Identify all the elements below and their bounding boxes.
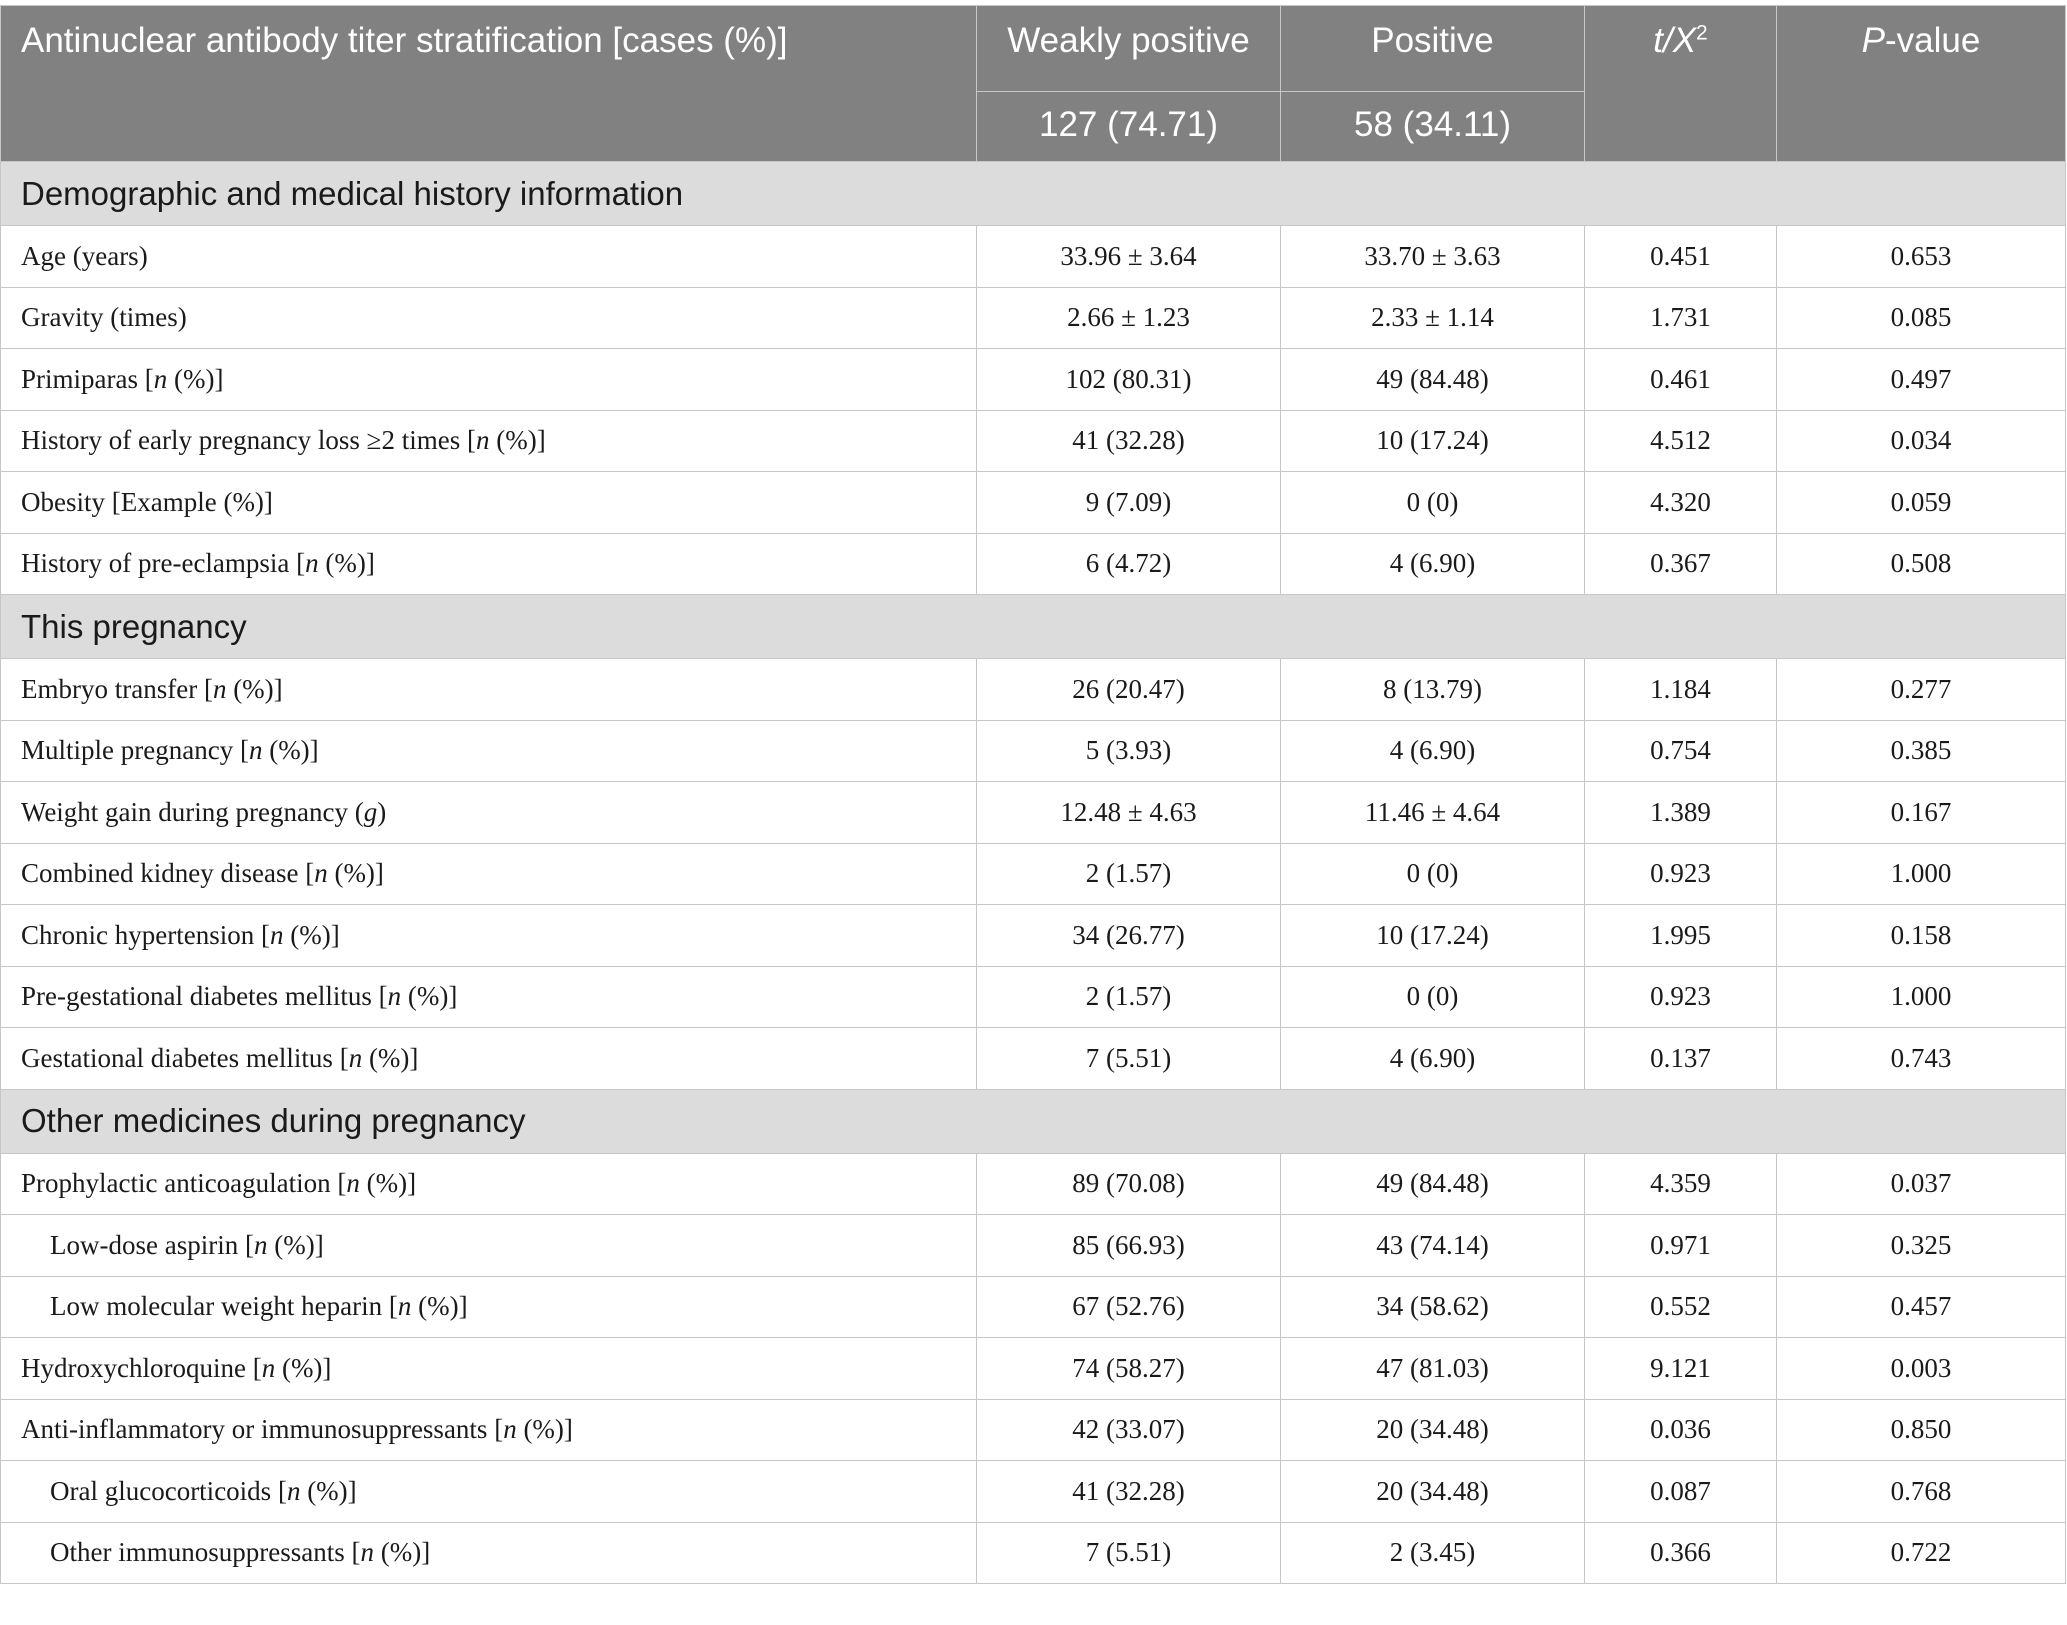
row-label: Multiple pregnancy [n (%)] <box>1 720 977 782</box>
cell-positive: 0 (0) <box>1281 843 1585 905</box>
header-p-value <box>1777 6 2066 162</box>
header-stratification: Antinuclear antibody titer stratification [cases (%)] <box>1 6 977 162</box>
row-label: Anti-inflammatory or immunosuppressants [n (%)] <box>1 1399 977 1461</box>
cell-positive: 20 (34.48) <box>1281 1461 1585 1523</box>
cell-weakly-positive: 26 (20.47) <box>977 659 1281 721</box>
cell-test-statistic: 9.121 <box>1585 1338 1777 1400</box>
table-row <box>1 782 2066 844</box>
cell-weakly-positive: 12.48 ± 4.63 <box>977 782 1281 844</box>
table-row <box>1 1028 2066 1090</box>
cell-positive: 34 (58.62) <box>1281 1276 1585 1338</box>
table-row <box>1 1399 2066 1461</box>
cell-weakly-positive: 33.96 ± 3.64 <box>977 226 1281 288</box>
table-row <box>1 1338 2066 1400</box>
cell-p-value: 0.325 <box>1777 1215 2066 1277</box>
cell-weakly-positive: 9 (7.09) <box>977 472 1281 534</box>
header-positive-count: 58 (34.11) <box>1281 92 1585 162</box>
row-label: History of early pregnancy loss ≥2 times [n (%)] <box>1 410 977 472</box>
cell-positive: 33.70 ± 3.63 <box>1281 226 1585 288</box>
table-header <box>1 6 2066 162</box>
table-row <box>1 843 2066 905</box>
table-row <box>1 1153 2066 1215</box>
cell-positive: 2 (3.45) <box>1281 1522 1585 1584</box>
cell-weakly-positive: 7 (5.51) <box>977 1522 1281 1584</box>
italic-symbol: n <box>286 1475 301 1506</box>
cell-weakly-positive: 74 (58.27) <box>977 1338 1281 1400</box>
row-label: Age (years) <box>1 226 977 288</box>
cell-positive: 10 (17.24) <box>1281 410 1585 472</box>
italic-symbol: n <box>253 1229 268 1260</box>
table-row <box>1 226 2066 288</box>
cell-weakly-positive: 2 (1.57) <box>977 843 1281 905</box>
table-row <box>1 720 2066 782</box>
cell-weakly-positive: 2 (1.57) <box>977 966 1281 1028</box>
italic-symbol: n <box>153 363 168 394</box>
italic-symbol: n <box>503 1414 517 1445</box>
cell-test-statistic: 0.087 <box>1585 1461 1777 1523</box>
italic-symbol: n <box>261 1352 276 1383</box>
header-p-italic: P <box>1861 21 1886 60</box>
cell-weakly-positive: 102 (80.31) <box>977 349 1281 411</box>
row-label: Gestational diabetes mellitus [n (%)] <box>1 1028 977 1090</box>
cell-p-value: 1.000 <box>1777 966 2066 1028</box>
row-label: Obesity [Example (%)] <box>1 472 977 534</box>
cell-weakly-positive: 34 (26.77) <box>977 905 1281 967</box>
table-row <box>1 1461 2066 1523</box>
cell-test-statistic: 0.036 <box>1585 1399 1777 1461</box>
cell-weakly-positive: 2.66 ± 1.23 <box>977 287 1281 349</box>
header-weakly-positive: Weakly positive <box>977 6 1281 92</box>
row-label: Low-dose aspirin [n (%)] <box>1 1215 977 1277</box>
header-test-statistic <box>1585 6 1777 162</box>
cell-weakly-positive: 67 (52.76) <box>977 1276 1281 1338</box>
table-row <box>1 905 2066 967</box>
cell-positive: 47 (81.03) <box>1281 1338 1585 1400</box>
section-row <box>1 595 2066 659</box>
cell-test-statistic: 0.754 <box>1585 720 1777 782</box>
section-title: This pregnancy <box>1 595 2066 659</box>
italic-symbol: n <box>360 1537 374 1568</box>
cell-p-value: 1.000 <box>1777 843 2066 905</box>
italic-symbol: n <box>346 1168 360 1199</box>
table-body <box>1 162 2066 1584</box>
row-label: Low molecular weight heparin [n (%)] <box>1 1276 977 1338</box>
cell-p-value: 0.059 <box>1777 472 2066 534</box>
cell-test-statistic: 0.137 <box>1585 1028 1777 1090</box>
cell-p-value: 0.497 <box>1777 349 2066 411</box>
cell-p-value: 0.768 <box>1777 1461 2066 1523</box>
header-weakly-positive-count: 127 (74.71) <box>977 92 1281 162</box>
row-label: Combined kidney disease [n (%)] <box>1 843 977 905</box>
italic-symbol: n <box>248 735 263 766</box>
cell-positive: 0 (0) <box>1281 472 1585 534</box>
cell-test-statistic: 1.389 <box>1585 782 1777 844</box>
row-label: Prophylactic anticoagulation [n (%)] <box>1 1153 977 1215</box>
cell-positive: 49 (84.48) <box>1281 349 1585 411</box>
cell-positive: 20 (34.48) <box>1281 1399 1585 1461</box>
cell-test-statistic: 1.184 <box>1585 659 1777 721</box>
table-row <box>1 349 2066 411</box>
row-label: Hydroxychloroquine [n (%)] <box>1 1338 977 1400</box>
cell-positive: 4 (6.90) <box>1281 1028 1585 1090</box>
section-row <box>1 1089 2066 1153</box>
cell-p-value: 0.457 <box>1777 1276 2066 1338</box>
section-row <box>1 162 2066 226</box>
row-label: Primiparas [n (%)] <box>1 349 977 411</box>
cell-positive: 0 (0) <box>1281 966 1585 1028</box>
cell-test-statistic: 0.923 <box>1585 843 1777 905</box>
table-row <box>1 659 2066 721</box>
table-row <box>1 1276 2066 1338</box>
cell-test-statistic: 4.320 <box>1585 472 1777 534</box>
cell-test-statistic: 1.995 <box>1585 905 1777 967</box>
italic-symbol: n <box>212 673 227 704</box>
section-title: Other medicines during pregnancy <box>1 1089 2066 1153</box>
cell-p-value: 0.743 <box>1777 1028 2066 1090</box>
cell-weakly-positive: 5 (3.93) <box>977 720 1281 782</box>
cell-positive: 43 (74.14) <box>1281 1215 1585 1277</box>
header-positive: Positive <box>1281 6 1585 92</box>
cell-test-statistic: 0.971 <box>1585 1215 1777 1277</box>
header-p-rest: -value <box>1885 21 1981 60</box>
cell-test-statistic: 0.923 <box>1585 966 1777 1028</box>
row-label: Oral glucocorticoids [n (%)] <box>1 1461 977 1523</box>
row-label: Embryo transfer [n (%)] <box>1 659 977 721</box>
cell-test-statistic: 0.451 <box>1585 226 1777 288</box>
cell-test-statistic: 0.367 <box>1585 533 1777 595</box>
table-row <box>1 1215 2066 1277</box>
cell-positive: 4 (6.90) <box>1281 720 1585 782</box>
cell-weakly-positive: 85 (66.93) <box>977 1215 1281 1277</box>
table-row <box>1 966 2066 1028</box>
italic-symbol: n <box>475 425 490 456</box>
cell-weakly-positive: 42 (33.07) <box>977 1399 1281 1461</box>
cell-p-value: 0.277 <box>1777 659 2066 721</box>
cell-weakly-positive: 41 (32.28) <box>977 410 1281 472</box>
header-test-statistic-base: t/X <box>1653 21 1697 60</box>
header-test-statistic-sup: 2 <box>1696 21 1708 45</box>
cell-test-statistic: 0.461 <box>1585 349 1777 411</box>
cell-p-value: 0.167 <box>1777 782 2066 844</box>
cell-test-statistic: 1.731 <box>1585 287 1777 349</box>
cell-p-value: 0.722 <box>1777 1522 2066 1584</box>
cell-positive: 10 (17.24) <box>1281 905 1585 967</box>
cell-test-statistic: 4.359 <box>1585 1153 1777 1215</box>
italic-symbol: n <box>387 981 402 1012</box>
cell-positive: 4 (6.90) <box>1281 533 1585 595</box>
row-label: Weight gain during pregnancy (g) <box>1 782 977 844</box>
cell-p-value: 0.003 <box>1777 1338 2066 1400</box>
cell-weakly-positive: 7 (5.51) <box>977 1028 1281 1090</box>
table-row <box>1 472 2066 534</box>
table-row <box>1 410 2066 472</box>
cell-positive: 8 (13.79) <box>1281 659 1585 721</box>
italic-symbol: n <box>269 919 284 950</box>
italic-symbol: n <box>348 1042 363 1073</box>
cell-p-value: 0.850 <box>1777 1399 2066 1461</box>
cell-p-value: 0.037 <box>1777 1153 2066 1215</box>
cell-test-statistic: 0.552 <box>1585 1276 1777 1338</box>
cell-weakly-positive: 6 (4.72) <box>977 533 1281 595</box>
italic-symbol: n <box>397 1291 412 1322</box>
cell-positive: 11.46 ± 4.64 <box>1281 782 1585 844</box>
table-row <box>1 1522 2066 1584</box>
italic-symbol: n <box>314 858 328 889</box>
section-title: Demographic and medical history information <box>1 162 2066 226</box>
data-table <box>0 5 2066 1584</box>
cell-positive: 2.33 ± 1.14 <box>1281 287 1585 349</box>
cell-test-statistic: 0.366 <box>1585 1522 1777 1584</box>
italic-symbol: n <box>305 548 319 579</box>
cell-p-value: 0.385 <box>1777 720 2066 782</box>
row-label: History of pre-eclampsia [n (%)] <box>1 533 977 595</box>
table-row <box>1 533 2066 595</box>
row-label: Pre-gestational diabetes mellitus [n (%)] <box>1 966 977 1028</box>
cell-p-value: 0.085 <box>1777 287 2066 349</box>
italic-symbol: g <box>363 796 378 827</box>
cell-test-statistic: 4.512 <box>1585 410 1777 472</box>
cell-p-value: 0.653 <box>1777 226 2066 288</box>
cell-positive: 49 (84.48) <box>1281 1153 1585 1215</box>
row-label: Chronic hypertension [n (%)] <box>1 905 977 967</box>
row-label: Other immunosuppressants [n (%)] <box>1 1522 977 1584</box>
cell-p-value: 0.508 <box>1777 533 2066 595</box>
cell-weakly-positive: 41 (32.28) <box>977 1461 1281 1523</box>
cell-p-value: 0.158 <box>1777 905 2066 967</box>
table-row <box>1 287 2066 349</box>
row-label: Gravity (times) <box>1 287 977 349</box>
cell-p-value: 0.034 <box>1777 410 2066 472</box>
cell-weakly-positive: 89 (70.08) <box>977 1153 1281 1215</box>
